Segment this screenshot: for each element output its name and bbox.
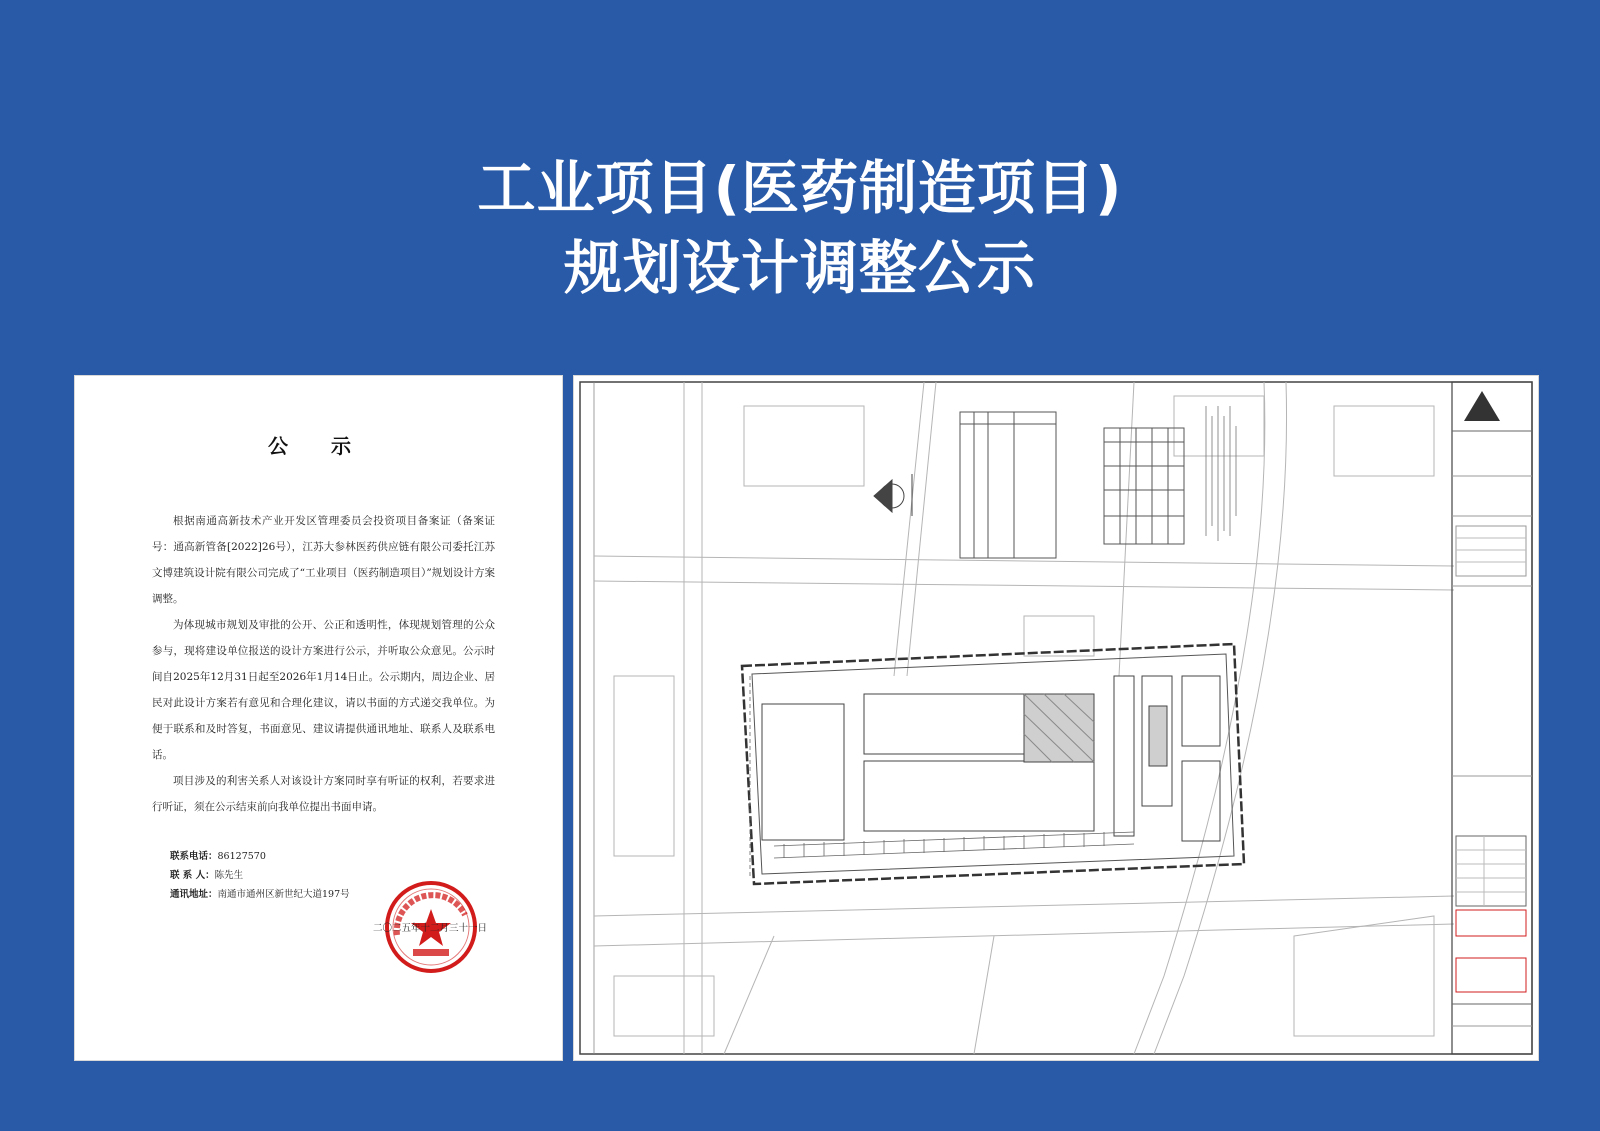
page-title-line-1: 工业项目(医药制造项目) — [477, 154, 1123, 222]
notice-body — [152, 508, 495, 820]
building-schedule-table — [1104, 428, 1184, 544]
contact-value: 南通市通州区新世纪大道197号 — [217, 889, 350, 900]
contact-phone — [170, 847, 500, 866]
notice-heading: 公 示 — [268, 434, 369, 458]
page-title-line-2: 规划设计调整公示 — [563, 234, 1036, 302]
site-plan-svg — [574, 376, 1538, 1060]
title-block — [1452, 382, 1532, 1054]
design-institute-logo-icon — [1464, 391, 1500, 421]
indicator-table — [960, 412, 1056, 558]
notice-paragraph: 为体现城市规划及审批的公开、公正和透明性，体现规划管理的公众参与，现将建设单位报送的设计方案进行公示，并听取公众意见。公示时间自2025年12月31日起至2026年1月14日止。公示期内，周边企业、居民对此设计方案若有意见和合理化建议，请以书面的方式递交我单位。为便于联系和及时答复，书面意见、建议请提供通讯地址、联系人及联系电话。 — [152, 619, 495, 761]
contact-value: 86127570 — [217, 851, 266, 862]
site-boundary — [742, 644, 1244, 884]
north-arrow-icon — [874, 474, 912, 516]
notice-document — [75, 376, 562, 1060]
contact-value: 陈先生 — [214, 870, 244, 881]
contact-label: 联 系 人： — [170, 870, 215, 881]
site-buildings — [762, 676, 1220, 841]
notice-paragraph: 根据南通高新技术产业开发区管理委员会投资项目备案证（备案证号：通高新管备[2022]26号），江苏大参林医药供应链有限公司委托江苏文博建筑设计院有限公司完成了“工业项目（医药制造项目）”规划设计方案调整。 — [152, 515, 495, 605]
contact-label: 联系电话： — [170, 851, 218, 862]
site-plan-drawing — [574, 376, 1538, 1060]
notice-paragraph: 项目涉及的利害关系人对该设计方案同时享有听证的权利，若要求进行听证，须在公示结束前向我单位提出书面申请。 — [152, 775, 495, 813]
notes-text-block — [1206, 406, 1236, 541]
contact-label: 通讯地址： — [170, 889, 218, 900]
notice-date: 二〇二五年十二月三十一日 — [373, 923, 488, 934]
